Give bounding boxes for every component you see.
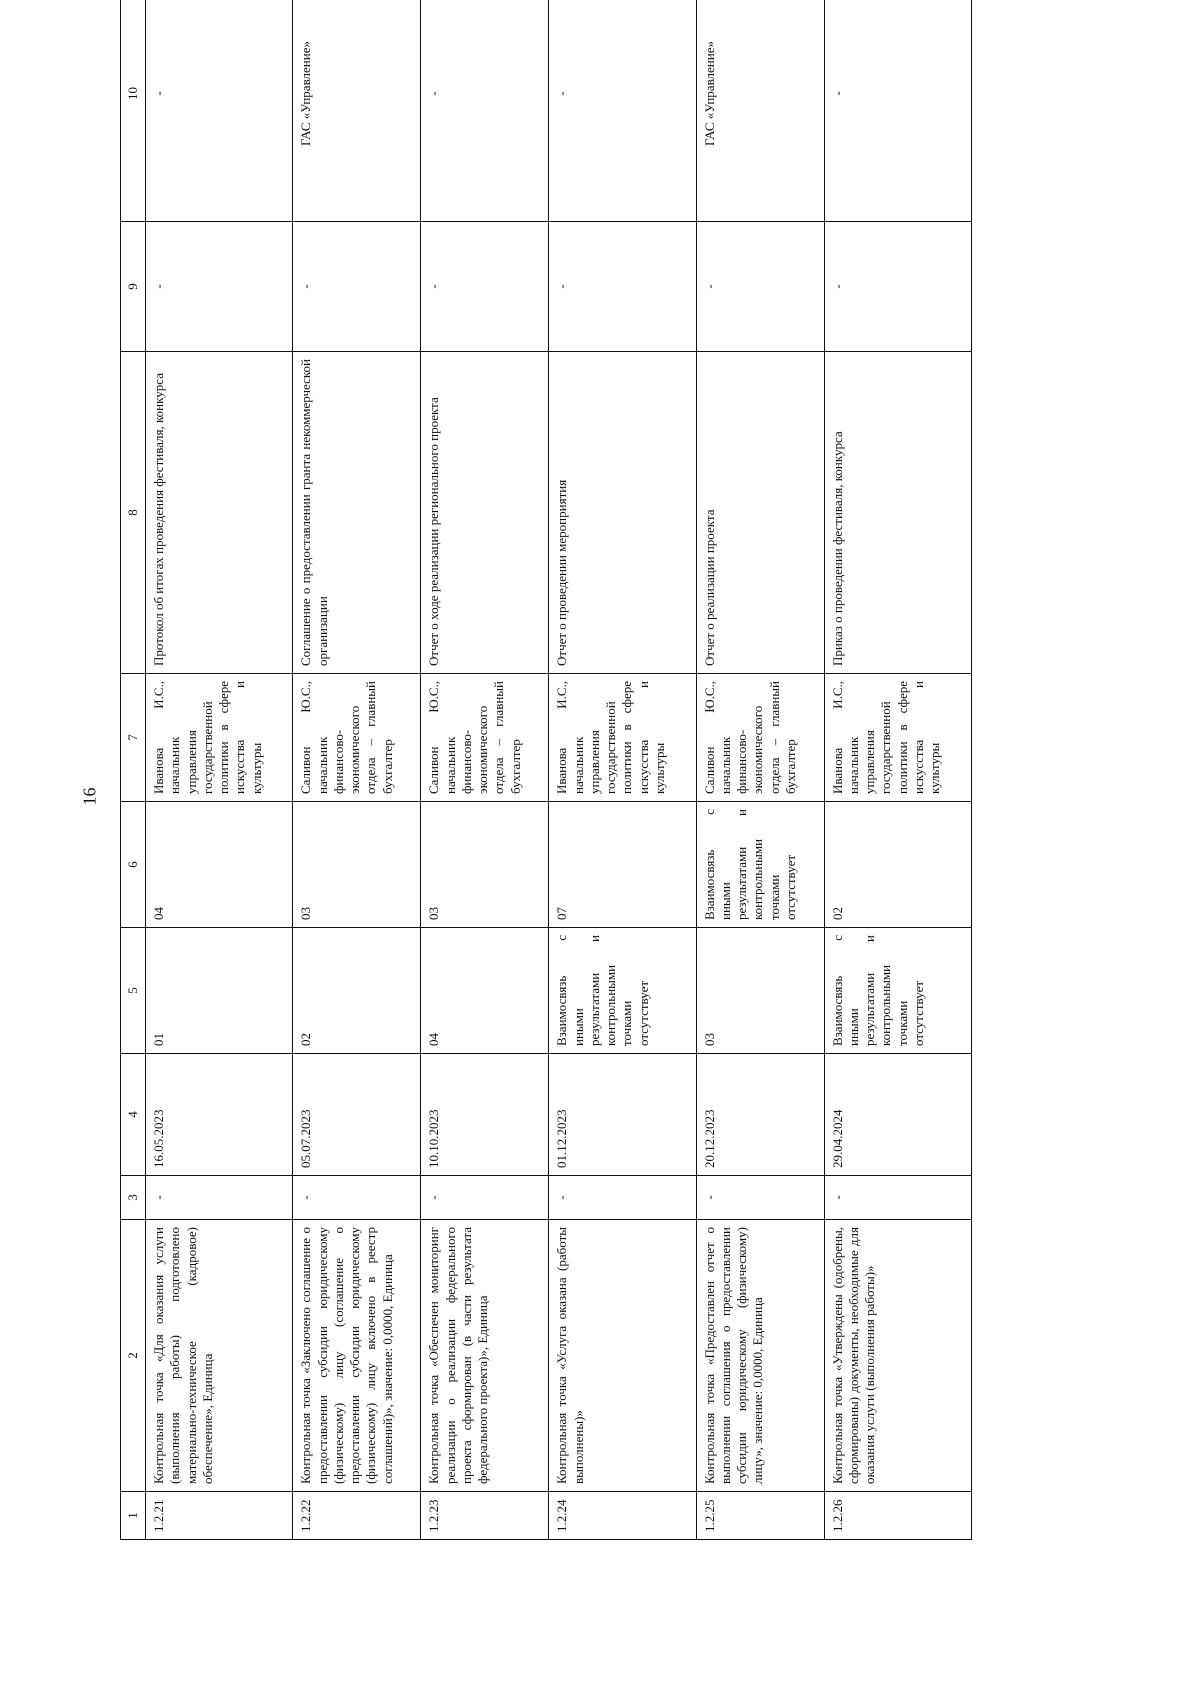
document-cell: Отчет о реализации проекта: [696, 352, 824, 674]
control-point-cell: Контрольная точка «Заключено соглашение о предоставлении субсидии юридическому (физическому) лицу (соглашение о предоставлении субсидии юридическому (физическому) лицу включено в реестр соглашений)», значение: 0,0000, Единица: [293, 1220, 421, 1492]
responsible-cell: Саливон Ю.С., начальник финансово-экономического отдела – главный бухгалтер: [696, 674, 824, 802]
column-9-cell: -: [824, 222, 971, 352]
column-6-cell: 02: [824, 802, 971, 928]
column-9-cell: -: [696, 222, 824, 352]
control-point-cell: Контрольная точка «Предоставлен отчет о выполнении соглашения о предоставлении субсидии юридическому (физическому) лицу», значение: 0,0000, Единица: [696, 1220, 824, 1492]
control-point-cell: Контрольная точка «Для оказания услуги (выполнения работы) подготовлено материально-техническое (кадровое) обеспечение», Единица: [146, 1220, 293, 1492]
column-6-cell: 04: [146, 802, 293, 928]
date-cell: 29.04.2024: [824, 1054, 971, 1176]
document-cell: Соглашение о предоставлении гранта некоммерческой организации: [293, 352, 421, 674]
column-header: 10: [121, 0, 146, 222]
column-5-cell: 02: [293, 928, 421, 1054]
row-number-cell: 1.2.25: [696, 1492, 824, 1540]
document-cell: Приказ о проведении фестиваля, конкурса: [824, 352, 971, 674]
system-cell: -: [824, 0, 971, 222]
column-9-cell: -: [549, 222, 696, 352]
page-number: 16: [79, 787, 100, 806]
column-5-cell: 04: [421, 928, 549, 1054]
column-6-cell: 03: [421, 802, 549, 928]
column-9-cell: -: [421, 222, 549, 352]
column-3-cell: -: [146, 1176, 293, 1220]
column-3-cell: -: [549, 1176, 696, 1220]
column-header: 7: [121, 674, 146, 802]
column-header: 3: [121, 1176, 146, 1220]
column-header: 1: [121, 1492, 146, 1540]
column-header: 4: [121, 1054, 146, 1176]
column-5-cell: 01: [146, 928, 293, 1054]
column-3-cell: -: [293, 1176, 421, 1220]
row-number-cell: 1.2.22: [293, 1492, 421, 1540]
column-6-cell: Взаимосвязь с иными результатами и контрольными точками отсутствует: [696, 802, 824, 928]
control-point-cell: Контрольная точка «Обеспечен мониторинг реализации о реализации федерального проекта сформирован (в части результата федерального проекта)», Единица: [421, 1220, 549, 1492]
document-cell: Протокол об итогах проведения фестиваля, конкурса: [146, 352, 293, 674]
responsible-cell: Саливон Ю.С., начальник финансово-экономического отдела – главный бухгалтер: [293, 674, 421, 802]
system-cell: ГАС «Управление»: [696, 0, 824, 222]
date-cell: 05.07.2023: [293, 1054, 421, 1176]
control-point-cell: Контрольная точка «Утверждены (одобрены, сформированы) документы, необходимые для оказания услуги (выполнения работы)»: [824, 1220, 971, 1492]
responsible-cell: Иванова И.С., начальник управления государственной политики в сфере искусства и культуры: [824, 674, 971, 802]
column-3-cell: -: [824, 1176, 971, 1220]
document-cell: Отчет о ходе реализации регионального проекта: [421, 352, 549, 674]
row-number-cell: 1.2.26: [824, 1492, 971, 1540]
date-cell: 20.12.2023: [696, 1054, 824, 1176]
column-3-cell: -: [421, 1176, 549, 1220]
responsible-cell: Саливон Ю.С., начальник финансово-экономического отдела – главный бухгалтер: [421, 674, 549, 802]
date-cell: 16.05.2023: [146, 1054, 293, 1176]
date-cell: 01.12.2023: [549, 1054, 696, 1176]
column-9-cell: -: [293, 222, 421, 352]
table-header: [121, 0, 146, 1540]
date-cell: 10.10.2023: [421, 1054, 549, 1176]
system-cell: -: [146, 0, 293, 222]
system-cell: ГАС «Управление»: [293, 0, 421, 222]
column-3-cell: -: [696, 1176, 824, 1220]
column-5-cell: Взаимосвязь с иными результатами и контрольными точками отсутствует: [824, 928, 971, 1054]
column-6-cell: 07: [549, 802, 696, 928]
column-5-cell: Взаимосвязь с иными результатами и контрольными точками отсутствует: [549, 928, 696, 1054]
rotated-table-wrapper: [120, 41, 972, 1540]
responsible-cell: Иванова И.С., начальник управления государственной политики в сфере искусства и культуры: [146, 674, 293, 802]
table-row: [293, 0, 421, 1540]
column-5-cell: 03: [696, 928, 824, 1054]
responsible-cell: Иванова И.С., начальник управления государственной политики в сфере искусства и культуры: [549, 674, 696, 802]
column-header: 8: [121, 352, 146, 674]
column-header: 9: [121, 222, 146, 352]
table-row: [824, 0, 971, 1540]
column-header: 6: [121, 802, 146, 928]
header-row: [121, 0, 146, 1540]
table-row: [549, 0, 696, 1540]
row-number-cell: 1.2.24: [549, 1492, 696, 1540]
control-point-cell: Контрольная точка «Услуга оказана (работы выполнены)»: [549, 1220, 696, 1492]
control-points-table: [120, 0, 972, 1540]
system-cell: -: [421, 0, 549, 222]
row-number-cell: 1.2.21: [146, 1492, 293, 1540]
table-row: [146, 0, 293, 1540]
table-body: [146, 0, 972, 1540]
table-row: [696, 0, 824, 1540]
column-header: 2: [121, 1220, 146, 1492]
row-number-cell: 1.2.23: [421, 1492, 549, 1540]
column-6-cell: 03: [293, 802, 421, 928]
document-cell: Отчет о проведении мероприятия: [549, 352, 696, 674]
column-9-cell: -: [146, 222, 293, 352]
table-row: [421, 0, 549, 1540]
system-cell: -: [549, 0, 696, 222]
column-header: 5: [121, 928, 146, 1054]
